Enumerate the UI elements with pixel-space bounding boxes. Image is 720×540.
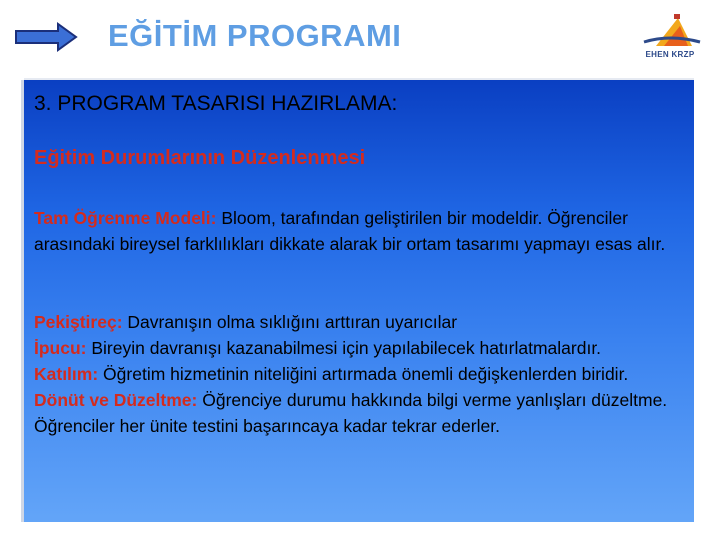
definition-item (34, 309, 684, 335)
definition-term: Katılım: (34, 364, 99, 384)
page-title: EĞİTİM PROGRAMI (108, 18, 402, 53)
model-term: Tam Öğrenme Modeli: (34, 208, 217, 228)
definition-text: Öğrenciye durumu hakkında bilgi verme yanlışları düzeltme. (197, 390, 668, 410)
definition-term: Pekiştireç: (34, 312, 123, 332)
definition-item (34, 335, 684, 361)
logo-emblem-icon (634, 12, 706, 52)
right-arrow-icon (14, 22, 78, 52)
definition-text: Bireyin davranışı kazanabilmesi için yapılabilecek hatırlatmalardır. (86, 338, 602, 358)
definition-term: Dönüt ve Düzeltme: (34, 390, 198, 410)
logo (634, 12, 706, 68)
section-heading: 3. PROGRAM TASARISI HAZIRLAMA: (34, 92, 398, 115)
closing-line: Öğrenciler her ünite testini başarıncaya kadar tekrar ederler. (34, 416, 500, 436)
definition-text: Davranışın olma sıklığını arttıran uyarıcılar (122, 312, 458, 332)
definition-term: İpucu: (34, 338, 87, 358)
model-text: Bloom, tarafından geliştirilen bir modeldir. Öğrenciler arasındaki bireysel farklılıkları dikkate alarak bir ortam tasarımı yapmayı esas alır. (34, 208, 666, 254)
definition-text: Öğretim hizmetinin niteliğini artırmada önemli değişkenlerden biridir. (98, 364, 629, 384)
logo-text: EHEN KRZP (645, 50, 695, 59)
definitions-paragraph (34, 309, 684, 439)
definition-item (34, 361, 684, 387)
definition-item (34, 387, 684, 413)
section-subheading: Eğitim Durumlarının Düzenlenmesi (34, 147, 366, 169)
model-paragraph (34, 205, 684, 257)
